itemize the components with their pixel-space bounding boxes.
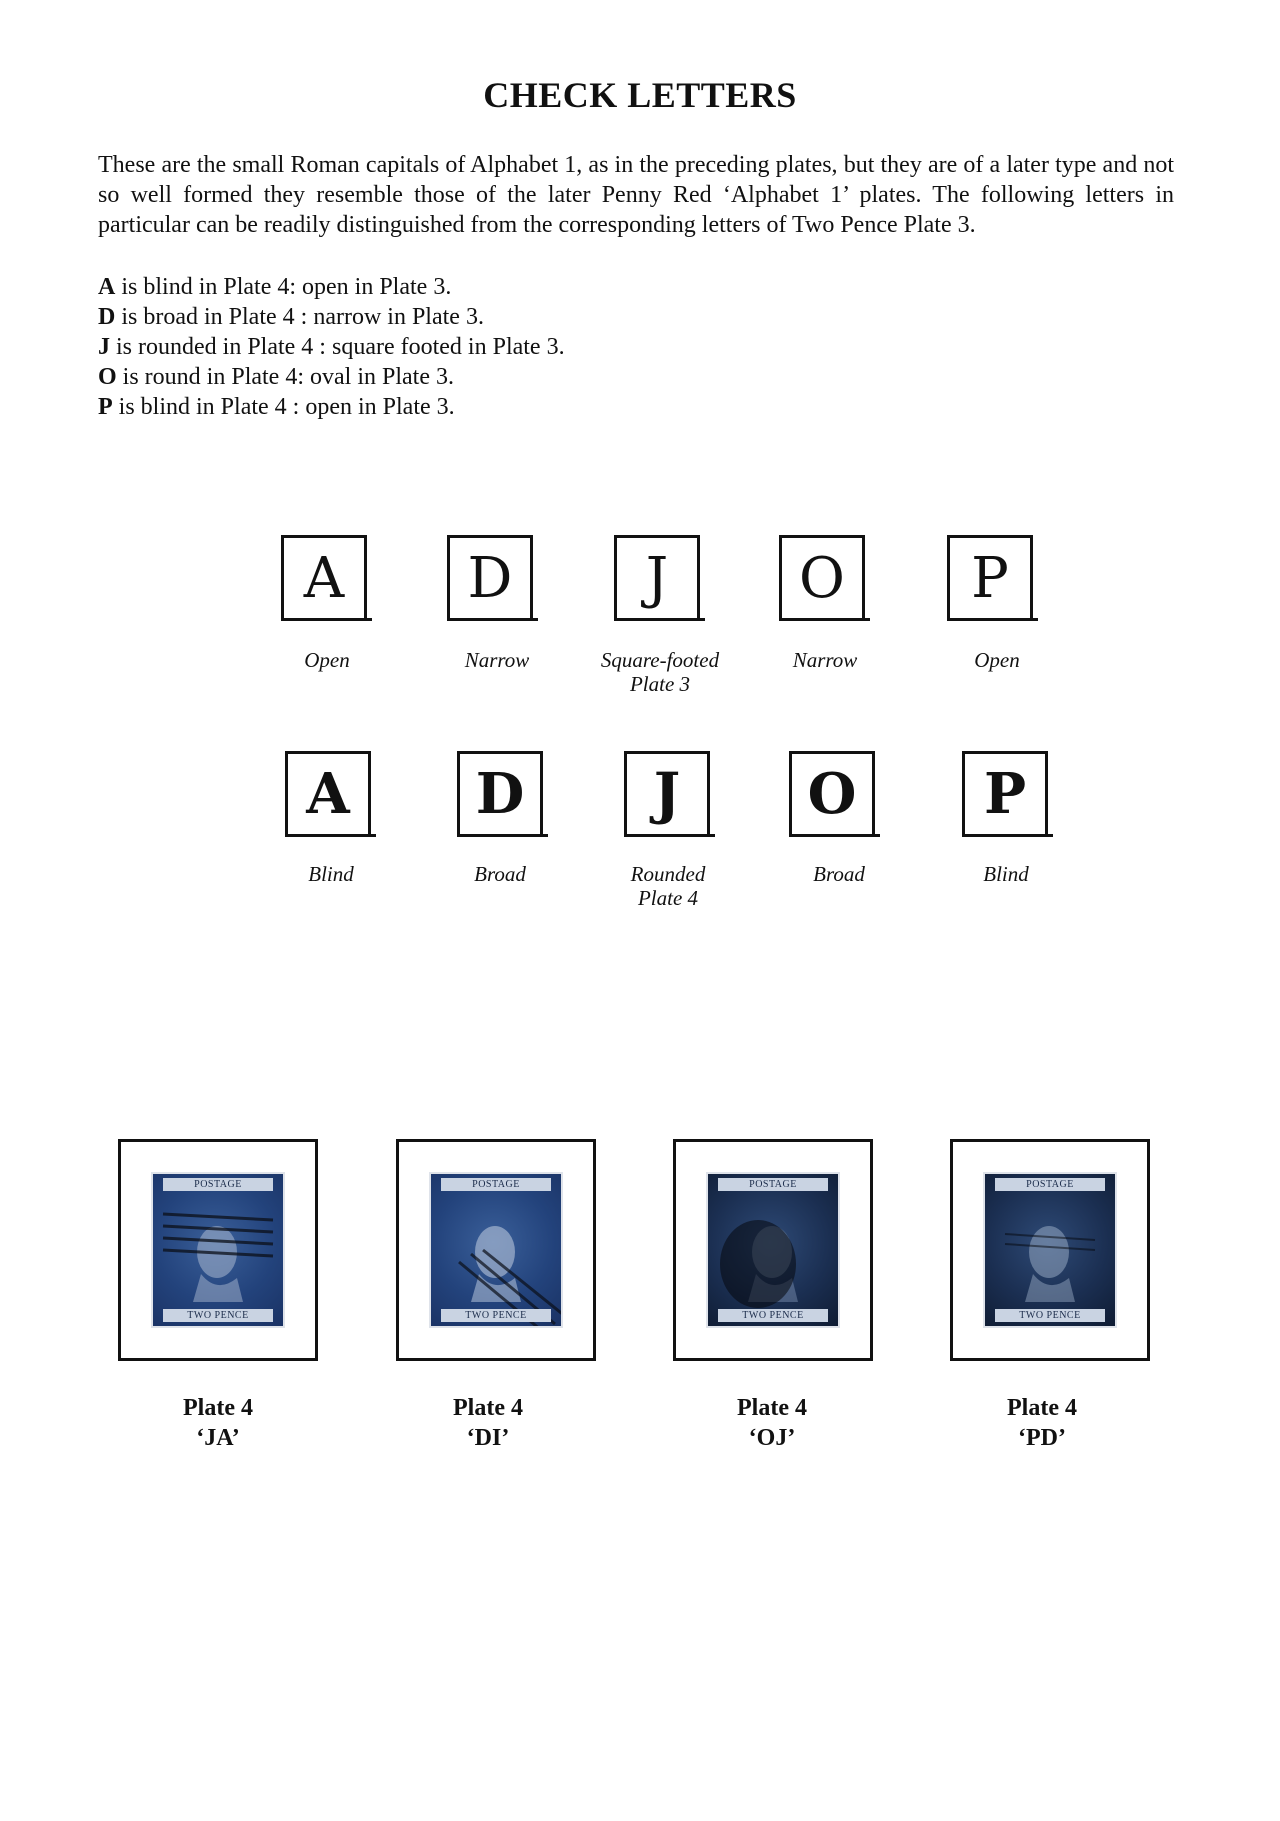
- queen-head-icon: [985, 1174, 1117, 1328]
- letter-box-plate3-o: O: [779, 535, 865, 621]
- stamp-frame-oj: [673, 1139, 873, 1361]
- letter-box-plate3-j: J: [614, 535, 700, 621]
- stamp-image: [706, 1172, 840, 1328]
- rule-letter: J: [98, 334, 110, 360]
- stamp-postage-label: POSTAGE: [718, 1178, 828, 1191]
- caption-plate4-a: Blind: [308, 862, 354, 886]
- rule-text: is blind in Plate 4: open in Plate 3.: [115, 274, 452, 300]
- rule-letter: A: [98, 274, 116, 300]
- rule-text: is round in Plate 4: oval in Plate 3.: [116, 364, 454, 390]
- stamp-postage-label: POSTAGE: [163, 1178, 273, 1191]
- caption-plate3-j: Square-footed: [600, 648, 720, 672]
- caption-plate3-a: Open: [304, 648, 350, 672]
- stamp-value-label: TWO PENCE: [995, 1309, 1105, 1322]
- intro-paragraph: [98, 150, 1174, 240]
- stamp-plate-label: Plate 4: [737, 1395, 807, 1421]
- stamp-postage-label: POSTAGE: [995, 1178, 1105, 1191]
- stamp-image: [429, 1172, 563, 1328]
- caption-plate3-o: Narrow: [792, 648, 858, 672]
- rule-o: [98, 362, 454, 392]
- queen-head-icon: [708, 1174, 840, 1328]
- stamp-check-letters: ‘OJ’: [748, 1425, 796, 1451]
- letter-box-plate4-d: D: [457, 751, 543, 837]
- caption-plate3-d: Narrow: [464, 648, 530, 672]
- stamp-plate-label: Plate 4: [453, 1395, 523, 1421]
- stamp-frame-pd: [950, 1139, 1150, 1361]
- queen-head-icon: [431, 1174, 563, 1328]
- letter-box-plate4-p: P: [962, 751, 1048, 837]
- caption-plate4-j: Rounded: [630, 862, 706, 886]
- letter-box-plate4-o: O: [789, 751, 875, 837]
- letter-box-plate3-a: A: [281, 535, 367, 621]
- stamp-value-label: TWO PENCE: [441, 1309, 551, 1322]
- stamp-image: [983, 1172, 1117, 1328]
- rule-j: [98, 332, 565, 362]
- letter-box-plate4-a: A: [285, 751, 371, 837]
- sublabel-plate4: Plate 4: [637, 886, 699, 910]
- letter-box-plate4-j: J: [624, 751, 710, 837]
- letter-box-plate3-p: P: [947, 535, 1033, 621]
- stamp-frame-di: [396, 1139, 596, 1361]
- rule-letter: D: [98, 304, 116, 330]
- stamp-plate-label: Plate 4: [1007, 1395, 1077, 1421]
- queen-head-icon: [153, 1174, 285, 1328]
- rule-letter: P: [98, 394, 113, 420]
- rule-text: is rounded in Plate 4 : square footed in Plate 3.: [110, 334, 565, 360]
- stamp-frame-ja: [118, 1139, 318, 1361]
- page-title: CHECK LETTERS: [483, 75, 797, 115]
- stamp-value-label: TWO PENCE: [163, 1309, 273, 1322]
- caption-plate4-p: Blind: [983, 862, 1029, 886]
- stamp-check-letters: ‘DI’: [466, 1425, 510, 1451]
- stamp-image: [151, 1172, 285, 1328]
- sublabel-plate3: Plate 3: [629, 672, 691, 696]
- stamp-value-label: TWO PENCE: [718, 1309, 828, 1322]
- rule-text: is broad in Plate 4 : narrow in Plate 3.: [115, 304, 484, 330]
- intro-text: These are the small Roman capitals of Alphabet 1, as in the preceding plates, but they are of a later type and not so well formed they resemble those of the later Penny Red ‘Alphabet 1’ plates. The following letters in particular can be readily distinguished from the corresponding letters of Two Pence Plate 3.: [98, 152, 1174, 238]
- caption-plate4-o: Broad: [813, 862, 865, 886]
- caption-plate3-p: Open: [974, 648, 1020, 672]
- rule-letter: O: [98, 364, 117, 390]
- rule-a: [98, 272, 451, 302]
- letter-box-plate3-d: D: [447, 535, 533, 621]
- caption-plate4-d: Broad: [474, 862, 526, 886]
- rule-d: [98, 302, 484, 332]
- rule-text: is blind in Plate 4 : open in Plate 3.: [112, 394, 455, 420]
- stamp-check-letters: ‘PD’: [1018, 1425, 1066, 1451]
- stamp-plate-label: Plate 4: [183, 1395, 253, 1421]
- rule-p: [98, 392, 455, 422]
- stamp-postage-label: POSTAGE: [441, 1178, 551, 1191]
- stamp-check-letters: ‘JA’: [196, 1425, 240, 1451]
